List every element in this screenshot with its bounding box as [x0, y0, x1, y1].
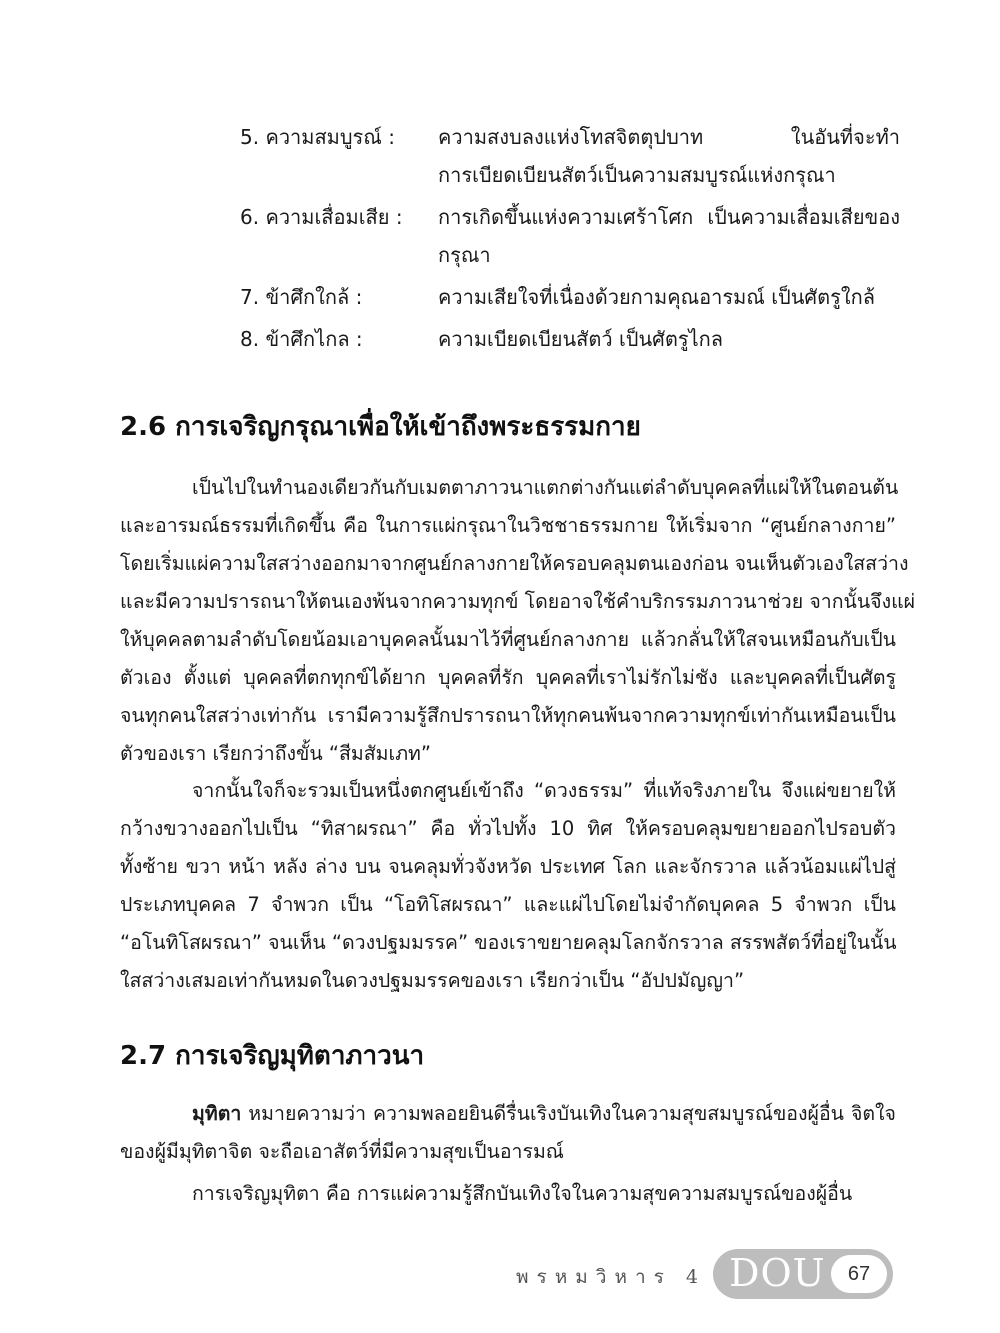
paragraph-line: การเจริญมุทิตา คือ การแผ่ความรู้สึกบันเทิงใจในความสุขความสมบูรณ์ของผู้อื่น: [192, 1182, 853, 1205]
footer-book-title: พรหมวิหาร 4: [516, 1266, 706, 1288]
paragraph-line: ใสสว่างเสมอเท่ากันหมดในดวงปฐมมรรคของเรา เรียกว่าเป็น “อัปปมัญญา”: [120, 969, 745, 992]
definition-term: 7. ข้าศึกใกล้ :: [240, 285, 363, 309]
definition-line: การเกิดขึ้นแห่งความเศร้าโศก เป็นความเสื่อมเสียของ: [438, 205, 900, 229]
paragraph-line: ทั้งซ้าย ขวา หน้า หลัง ล่าง บน จนคลุมทั่วจังหวัด ประเทศ โลก และจักรวาล แล้วน้อมแผ่ไปสู่: [120, 855, 896, 878]
dou-logo: DOU: [729, 1251, 826, 1295]
definition-term: 8. ข้าศึกไกล :: [240, 327, 363, 351]
section-2-6-paragraph-2: [120, 772, 896, 1000]
paragraph-line: โดยเริ่มแผ่ความใสสว่างออกมาจากศูนย์กลางกายให้ครอบคลุมตนเองก่อน จนเห็นตัวเองใสสว่าง: [120, 552, 909, 575]
paragraph-line: ของผู้มีมุทิตาจิต จะถือเอาสัตว์ที่มีความสุขเป็นอารมณ์: [120, 1140, 564, 1163]
section-2-6-paragraph-1: [120, 469, 916, 773]
page-number: 67: [847, 1263, 871, 1285]
definition-term: 6. ความเสื่อมเสีย :: [240, 205, 403, 229]
paragraph-line: ให้บุคคลตามลำดับโดยน้อมเอาบุคคลนั้นมาไว้ที่ศูนย์กลางกาย แล้วกลั่นให้ใสจนเหมือนกับเป็น: [120, 628, 896, 651]
footer-logo-badge: [713, 1249, 893, 1299]
section-heading-2-6: 2.6 การเจริญกรุณาเพื่อให้เข้าถึงพระธรรมกาย: [120, 412, 641, 442]
paragraph-line: เป็นไปในทำนองเดียวกันกับเมตตาภาวนาแตกต่างกันแต่ลำดับบุคคลที่แผ่ให้ในตอนต้น: [192, 476, 899, 499]
definition-description: [438, 198, 900, 274]
paragraph-line: จนทุกคนใสสว่างเท่ากัน เรามีความรู้สึกปรารถนาให้ทุกคนพ้นจากความทุกข์เท่ากันเหมือนเป็น: [120, 704, 896, 727]
definition-item: [240, 118, 900, 194]
paragraph-line: “อโนทิโสผรณา” จนเห็น “ดวงปฐมมรรค” ของเราขยายคลุมโลกจักรวาล สรรพสัตว์ที่อยู่ในนั้น: [120, 931, 897, 954]
definition-item: [240, 198, 900, 274]
definition-item: [240, 320, 900, 358]
definition-list: [240, 118, 900, 362]
definition-line: ความเบียดเบียนสัตว์ เป็นศัตรูไกล: [438, 327, 724, 351]
definition-description: [438, 320, 900, 358]
paragraph-line: และมีความปรารถนาให้ตนเองพ้นจากความทุกข์ โดยอาจใช้คำบริกรรมภาวนาช่วย จากนั้นจึงแผ่: [120, 590, 916, 613]
definition-description: [438, 118, 900, 194]
definition-line: ความเสียใจที่เนื่องด้วยกามคุณอารมณ์ เป็นศัตรูใกล้: [438, 285, 875, 309]
bold-term: มุทิตา: [192, 1102, 242, 1125]
paragraph-line: ตัวเอง ตั้งแต่ บุคคลที่ตกทุกข์ได้ยาก บุคคลที่รัก บุคคลที่เราไม่รักไม่ชัง และบุคคลที่เป็นศัตรู: [120, 666, 896, 689]
paragraph-line: จากนั้นใจก็จะรวมเป็นหนึ่งตกศูนย์เข้าถึง “ดวงธรรม” ที่แท้จริงภายใน จึงแผ่ขยายให้: [192, 779, 896, 802]
definition-description: [438, 278, 900, 316]
definition-line: กรุณา: [438, 243, 491, 267]
section-heading-2-7: 2.7 การเจริญมุทิตาภาวนา: [120, 1041, 425, 1071]
paragraph-text: หมายความว่า ความพลอยยินดีรื่นเริงบันเทิงในความสุขสมบูรณ์ของผู้อื่น จิตใจ: [241, 1102, 896, 1125]
section-2-7-paragraph-1: [120, 1095, 896, 1171]
definition-term: 5. ความสมบูรณ์ :: [240, 125, 395, 149]
paragraph-line: ตัวของเรา เรียกว่าถึงขั้น “สีมสัมเภท”: [120, 742, 432, 765]
paragraph-line: [120, 1095, 896, 1133]
paragraph-line: และอารมณ์ธรรมที่เกิดขึ้น คือ ในการแผ่กรุณาในวิชชาธรรมกาย ให้เริ่มจาก “ศูนย์กลางกาย”: [120, 514, 896, 537]
definition-line: การเบียดเบียนสัตว์เป็นความสมบูรณ์แห่งกรุณา: [438, 163, 836, 187]
definition-line: ความสงบลงแห่งโทสจิตตุปบาท ในอันที่จะทำ: [438, 125, 900, 149]
section-2-7-paragraph-2: [120, 1175, 896, 1213]
definition-item: [240, 278, 900, 316]
paragraph-line: กว้างขวางออกไปเป็น “ทิสาผรณา” คือ ทั่วไปทั้ง 10 ทิศ ให้ครอบคลุมขยายออกไปรอบตัว: [120, 817, 896, 840]
paragraph-line: ประเภทบุคคล 7 จำพวก เป็น “โอทิโสผรณา” และแผ่ไปโดยไม่จำกัดบุคคล 5 จำพวก เป็น: [120, 893, 896, 916]
